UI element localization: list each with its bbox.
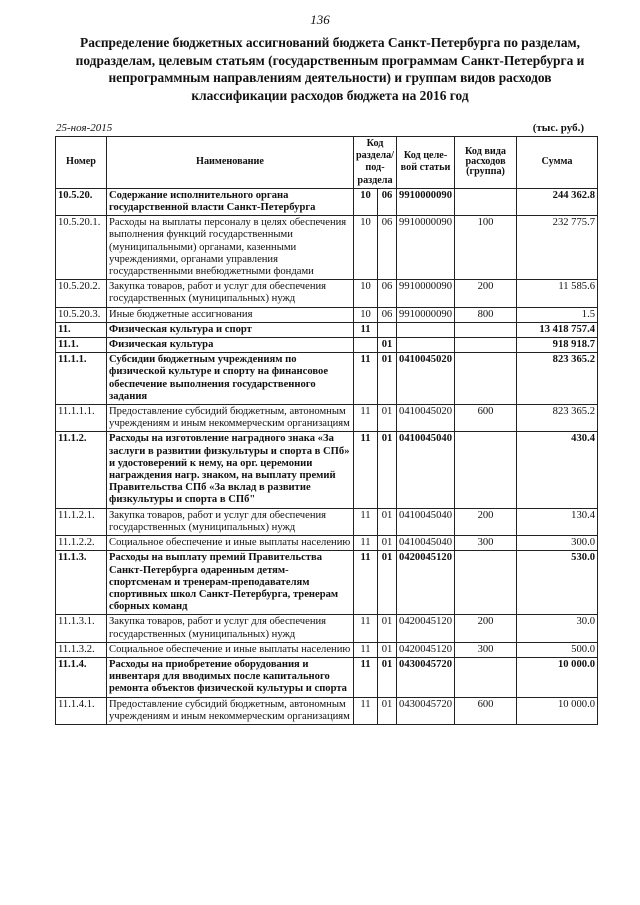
header-target: Код целе- вой статьи — [397, 137, 455, 189]
cell-sum: 1.5 — [517, 307, 598, 322]
cell-sum: 500.0 — [517, 642, 598, 657]
cell-subsection: 01 — [378, 657, 397, 697]
cell-sum: 232 775.7 — [517, 216, 598, 280]
table-row — [56, 657, 598, 697]
cell-subsection: 01 — [378, 353, 397, 405]
cell-group: 300 — [455, 536, 517, 551]
cell-number: 11.1.2.2. — [56, 536, 107, 551]
cell-section: 11 — [354, 551, 378, 615]
table-row — [56, 353, 598, 405]
table-row — [56, 322, 598, 337]
cell-sum: 130.4 — [517, 508, 598, 535]
cell-group: 200 — [455, 508, 517, 535]
cell-group: 600 — [455, 405, 517, 432]
cell-section: 10 — [354, 216, 378, 280]
cell-sum: 918 918.7 — [517, 338, 598, 353]
table-row — [56, 551, 598, 615]
cell-group — [455, 432, 517, 508]
cell-sum: 430.4 — [517, 432, 598, 508]
units-label: (тыс. руб.) — [532, 122, 584, 134]
header-group: Код вида расходов (группа) — [455, 137, 517, 189]
cell-target: 0420045120 — [397, 642, 455, 657]
table-row — [56, 280, 598, 307]
cell-name: Физическая культура — [107, 338, 354, 353]
cell-section: 11 — [354, 697, 378, 724]
table-row — [56, 338, 598, 353]
cell-subsection: 01 — [378, 536, 397, 551]
cell-name: Социальное обеспечение и иные выплаты населению — [107, 536, 354, 551]
table-header-row — [56, 137, 598, 189]
cell-subsection: 01 — [378, 405, 397, 432]
cell-subsection: 01 — [378, 508, 397, 535]
header-number: Номер — [56, 137, 107, 189]
cell-section: 10 — [354, 307, 378, 322]
cell-number: 11.1.3.2. — [56, 642, 107, 657]
cell-name: Расходы на изготовление наградного знака «За заслуги в развитии физкультуры и спорта в СПб» и удостоверений к нему, на орг. церемонии награждения нагр. знаком, на выплату премий Правительства СПб «За вклад в развитие физкультуры и спорта в СПб" — [107, 432, 354, 508]
table-row — [56, 188, 598, 215]
cell-target: 9910000090 — [397, 188, 455, 215]
cell-number: 11.1.2. — [56, 432, 107, 508]
cell-target: 9910000090 — [397, 280, 455, 307]
cell-section: 11 — [354, 508, 378, 535]
cell-name: Предоставление субсидий бюджетным, автономным учреждениям и иным некоммерческим организациям — [107, 697, 354, 724]
page-number: 136 — [310, 12, 330, 27]
cell-group — [455, 657, 517, 697]
cell-name: Физическая культура и спорт — [107, 322, 354, 337]
table-row — [56, 536, 598, 551]
cell-group — [455, 188, 517, 215]
cell-subsection: 01 — [378, 432, 397, 508]
cell-number: 11.1.1. — [56, 353, 107, 405]
cell-group — [455, 353, 517, 405]
cell-section: 11 — [354, 322, 378, 337]
cell-sum: 300.0 — [517, 536, 598, 551]
cell-section: 10 — [354, 188, 378, 215]
cell-target: 0410045020 — [397, 353, 455, 405]
cell-name: Закупка товаров, работ и услуг для обеспечения государственных (муниципальных) нужд — [107, 508, 354, 535]
cell-name: Содержание исполнительного органа государственной власти Санкт-Петербурга — [107, 188, 354, 215]
cell-target: 9910000090 — [397, 307, 455, 322]
cell-sum: 11 585.6 — [517, 280, 598, 307]
cell-group: 800 — [455, 307, 517, 322]
table-row — [56, 307, 598, 322]
cell-target: 0430045720 — [397, 697, 455, 724]
cell-subsection: 01 — [378, 338, 397, 353]
header-name: Наименование — [107, 137, 354, 189]
cell-group — [455, 338, 517, 353]
cell-name: Расходы на выплату премий Правительства Санкт-Петербурга одаренным детям-спортсменам и тренерам-преподавателям спортивных школ Санкт-Петербурга, тренерам сборных команд — [107, 551, 354, 615]
cell-number: 11.1.4.1. — [56, 697, 107, 724]
cell-group: 300 — [455, 642, 517, 657]
cell-subsection: 06 — [378, 188, 397, 215]
cell-target — [397, 322, 455, 337]
cell-number: 10.5.20.3. — [56, 307, 107, 322]
cell-number: 10.5.20.2. — [56, 280, 107, 307]
cell-number: 10.5.20.1. — [56, 216, 107, 280]
cell-section: 11 — [354, 642, 378, 657]
cell-sum: 244 362.8 — [517, 188, 598, 215]
cell-subsection: 01 — [378, 642, 397, 657]
cell-number: 11.1. — [56, 338, 107, 353]
cell-name: Расходы на приобретение оборудования и инвентаря для вводимых после капитального ремонта объектов физической культуры и спорта — [107, 657, 354, 697]
budget-table — [55, 136, 598, 725]
cell-target: 9910000090 — [397, 216, 455, 280]
cell-group: 100 — [455, 216, 517, 280]
cell-target: 0410045040 — [397, 432, 455, 508]
cell-section — [354, 338, 378, 353]
cell-name: Иные бюджетные ассигнования — [107, 307, 354, 322]
cell-number: 11.1.2.1. — [56, 508, 107, 535]
cell-group — [455, 322, 517, 337]
document-title: Распределение бюджетных ассигнований бюджета Санкт-Петербурга по разделам, подразделам, целевым статьям (государственным программам Санкт-Петербурга и непрограммным направлениям деятельности) и группам видов расходов классификации расходов бюджета на 2016 год — [75, 35, 585, 103]
cell-sum: 10 000.0 — [517, 697, 598, 724]
cell-number: 11.1.4. — [56, 657, 107, 697]
cell-target: 0430045720 — [397, 657, 455, 697]
header-section: Код раздела/ под- раздела — [354, 137, 397, 189]
cell-sum: 823 365.2 — [517, 405, 598, 432]
cell-target: 0420045120 — [397, 615, 455, 642]
cell-sum: 530.0 — [517, 551, 598, 615]
cell-section: 11 — [354, 536, 378, 551]
table-row — [56, 216, 598, 280]
table-row — [56, 615, 598, 642]
cell-name: Предоставление субсидий бюджетным, автономным учреждениям и иным некоммерческим организациям — [107, 405, 354, 432]
cell-group: 600 — [455, 697, 517, 724]
cell-subsection: 01 — [378, 697, 397, 724]
cell-subsection: 06 — [378, 280, 397, 307]
cell-group: 200 — [455, 280, 517, 307]
cell-name: Закупка товаров, работ и услуг для обеспечения государственных (муниципальных) нужд — [107, 280, 354, 307]
cell-target: 0420045120 — [397, 551, 455, 615]
cell-name: Социальное обеспечение и иные выплаты населению — [107, 642, 354, 657]
cell-target: 0410045020 — [397, 405, 455, 432]
cell-section: 11 — [354, 657, 378, 697]
cell-sum: 13 418 757.4 — [517, 322, 598, 337]
cell-section: 11 — [354, 353, 378, 405]
cell-target: 0410045040 — [397, 536, 455, 551]
cell-target — [397, 338, 455, 353]
cell-number: 10.5.20. — [56, 188, 107, 215]
table-row — [56, 508, 598, 535]
cell-group — [455, 551, 517, 615]
cell-name: Субсидии бюджетным учреждениям по физической культуре и спорту на финансовое обеспечение выполнения государственного задания — [107, 353, 354, 405]
table-row — [56, 642, 598, 657]
cell-name: Закупка товаров, работ и услуг для обеспечения государственных (муниципальных) нужд — [107, 615, 354, 642]
cell-subsection: 06 — [378, 307, 397, 322]
cell-group: 200 — [455, 615, 517, 642]
table-body — [56, 188, 598, 724]
cell-section: 11 — [354, 405, 378, 432]
cell-sum: 823 365.2 — [517, 353, 598, 405]
cell-name: Расходы на выплаты персоналу в целях обеспечения выполнения функций государственными (муниципальными) органами, казенными учреждениями, органами управления государственными внебюджетными фондами — [107, 216, 354, 280]
cell-section: 10 — [354, 280, 378, 307]
cell-number: 11.1.1.1. — [56, 405, 107, 432]
table-row — [56, 405, 598, 432]
cell-subsection: 06 — [378, 216, 397, 280]
document-date: 25-ноя-2015 — [56, 122, 113, 134]
cell-number: 11. — [56, 322, 107, 337]
cell-sum: 30.0 — [517, 615, 598, 642]
cell-sum: 10 000.0 — [517, 657, 598, 697]
cell-target: 0410045040 — [397, 508, 455, 535]
cell-number: 11.1.3.1. — [56, 615, 107, 642]
table-row — [56, 697, 598, 724]
cell-section: 11 — [354, 615, 378, 642]
cell-subsection: 01 — [378, 551, 397, 615]
cell-subsection — [378, 322, 397, 337]
table-row — [56, 432, 598, 508]
cell-section: 11 — [354, 432, 378, 508]
header-sum: Сумма — [517, 137, 598, 189]
cell-subsection: 01 — [378, 615, 397, 642]
cell-number: 11.1.3. — [56, 551, 107, 615]
